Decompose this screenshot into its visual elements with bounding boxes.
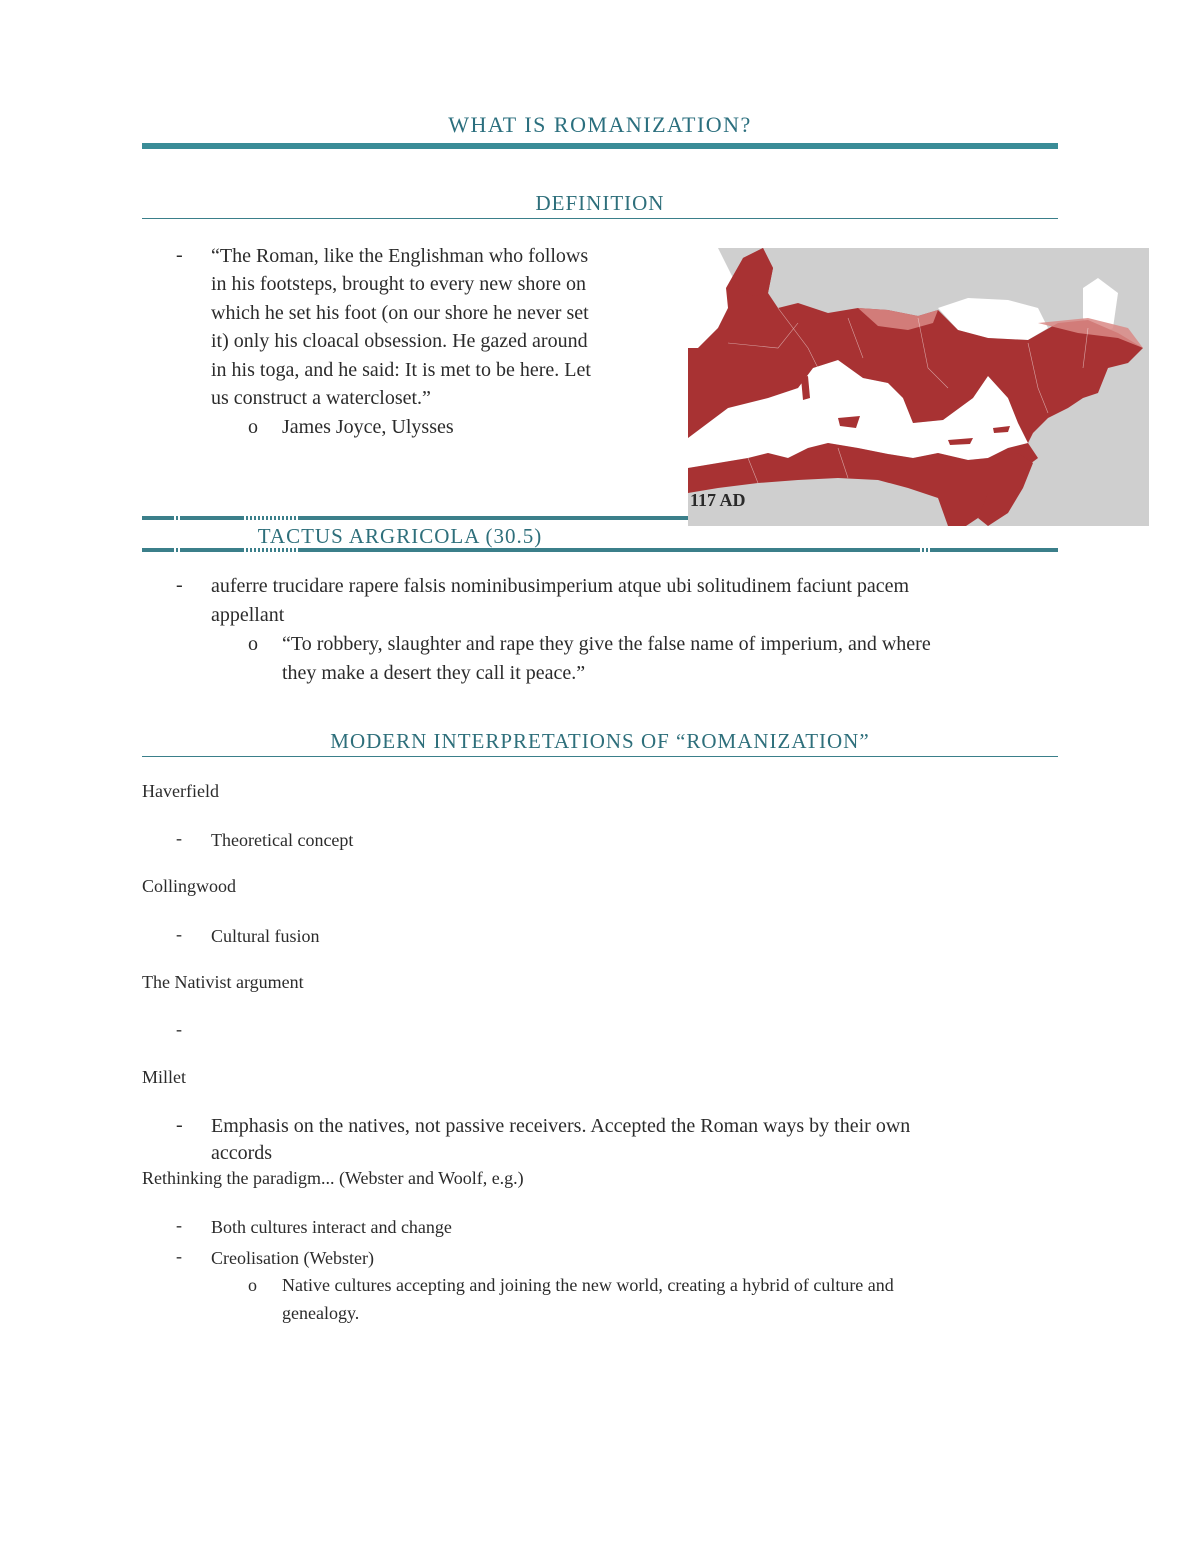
modern-heading: MODERN INTERPRETATIONS OF “ROMANIZATION” [330,729,870,753]
sub-point: Native cultures accepting and joining the new world, creating a hybrid of culture and [282,1275,894,1295]
latin-line: auferre trucidare rapere falsis nominibusimperium atque ubi solitudinem faciunt pacem [211,575,910,597]
quote-line: which he set his foot (on our shore he never set [211,302,589,324]
scholar-name: Haverfield [142,781,219,801]
list-bullet: - [176,1019,182,1039]
quote-line: “The Roman, like the Englishman who follows [211,245,589,267]
modern-rule [142,756,1058,757]
scholar-point: Cultural fusion [211,926,320,946]
scholar-point: Creolisation (Webster) [211,1248,375,1268]
list-bullet: - [176,1246,182,1266]
attribution: James Joyce, Ulysses [282,416,454,438]
roman-empire-map [688,248,1149,526]
definition-rule [142,218,1058,219]
scholar-name: Collingwood [142,876,237,896]
quote-line: it) only his cloacal obsession. He gazed around [211,330,588,352]
tacitus-bottom-border [142,548,1058,552]
translation-bullet: o [248,633,258,655]
sub-bullet: o [248,1275,257,1295]
latin-line: appellant [211,604,285,626]
tacitus-top-border [142,516,1058,520]
scholar-point: Both cultures interact and change [211,1217,452,1237]
definition-heading: DEFINITION [535,191,665,215]
tacitus-heading: TACTUS ARGRICOLA (30.5) [257,524,543,548]
scholar-name: The Nativist argument [142,972,304,992]
scholar-point: accords [211,1142,273,1164]
scholar-point: Theoretical concept [211,830,354,850]
list-bullet: - [176,1114,183,1136]
quote-bullet: - [176,244,183,266]
translation-line: they make a desert they call it peace.” [282,662,586,684]
scholar-point: Emphasis on the natives, not passive receivers. Accepted the Roman ways by their own [211,1115,911,1137]
quote-line: in his footsteps, brought to every new shore on [211,273,586,295]
latin-bullet: - [176,574,183,596]
list-bullet: - [176,924,182,944]
quote-line: in his toga, and he said: It is met to be here. Let [211,359,591,381]
translation-line: “To robbery, slaughter and rape they give the false name of imperium, and where [282,633,931,655]
page-title: WHAT IS ROMANIZATION? [448,112,752,137]
scholar-name: Rethinking the paradigm... (Webster and Woolf, e.g.) [142,1168,524,1188]
list-bullet: - [176,1215,182,1235]
map-year-label: 117 AD [690,490,746,510]
list-bullet: - [176,828,182,848]
quote-line: us construct a watercloset.” [211,387,431,409]
scholar-name: Millet [142,1067,186,1087]
attribution-bullet: o [248,416,258,438]
sub-point: genealogy. [282,1303,360,1323]
map-graphic [688,248,1149,526]
title-underline [142,143,1058,149]
